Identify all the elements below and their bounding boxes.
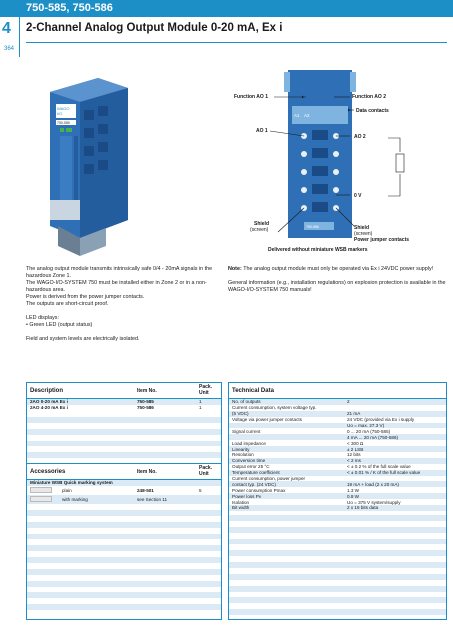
note-bold: Note: [228,266,242,272]
row-item: 750-586 [137,405,154,411]
spec-key: Voltage via power jumper contacts [232,417,302,423]
isolation-text: Field and system levels are electrically isolated. [26,336,140,342]
description-text [26,266,222,343]
accessories-group [27,480,221,486]
spec-key: Conversion time [232,458,266,464]
row-desc: with marking [62,496,88,502]
row-unit: 1 [199,399,202,405]
photo-label-1: WAGO [57,106,70,111]
spec-key: Resolution [232,452,254,458]
ordering-panel [26,382,222,620]
note-body: The analog output module must only be operated via Ex i 24VDC power supply! [243,266,434,272]
spec-key: No. of outputs [232,399,261,405]
label-0v: 0 V [354,193,362,199]
spec-value: 0.9 W [347,493,359,499]
table-row [27,405,221,411]
col-accessories: Accessories [30,468,66,475]
table-row [229,499,446,505]
spec-value: Uo = 375 V system/supply [347,499,401,505]
photo-label-3: 750-585 [57,121,70,125]
table-row [229,440,446,446]
row-unit: 1 [199,405,202,411]
led-item: • Green LED (output status) [26,322,93,328]
spec-value: 21 mA [347,411,361,417]
spec-value: 2 x 16 bits data [347,505,379,511]
row-item: 750-585 [137,399,154,405]
table-row [229,487,446,493]
photo-label-2: I/O [57,111,63,116]
table-row [27,495,221,504]
spec-value: < 300 Ω [347,440,364,446]
table-row [229,428,446,434]
spec-key: Power loss Pv [232,493,262,499]
label-screen-right: (screen) [354,231,373,237]
table-row [229,446,446,452]
spec-key: Signal current [232,428,261,434]
col-item: Item No. [137,387,157,394]
marker-strip-icon [30,487,52,493]
spec-key: Current consumption, system voltage typ. [232,405,317,411]
spec-value: 2 [347,399,350,405]
module-photo [36,70,132,260]
desc-para2: The WAGO-I/O-SYSTEM 750 must be installed either in Zone 2 or in a non-hazardous area. [26,280,207,293]
blank-rows [229,515,446,619]
table-row [229,452,446,458]
diagram-caption: Delivered without miniature WSB markers [268,247,368,253]
spec-value: 12 bits [347,452,361,458]
spec-value: < ± 0.01 % / K of the full scale value [347,470,421,476]
spec-key: Power consumption Pmax [232,487,286,493]
title-divider [26,42,447,43]
label-screen-left: (screen) [250,227,269,233]
table-row [229,411,446,417]
led-title: LED displays: [26,315,59,321]
table-row [229,505,446,511]
spec-value: < 2 ms [347,458,361,464]
technical-data-header [229,383,446,399]
table-row [229,458,446,464]
chip-a1: A1 [294,113,300,118]
label-function-ao2: Function AO 2 [352,94,386,100]
chip-a2: A2 [304,113,310,118]
chip-bottom: 750-586 [306,225,319,229]
technical-data-panel [228,382,447,620]
label-power-jumper: Power jumper contacts [354,237,410,243]
spec-value: 4 mA ... 20 mA (750-586) [347,434,399,440]
row-item: see Section 11 [137,496,168,502]
page-number: 364 [4,46,15,52]
technical-data-rows [229,399,446,511]
spec-key: Load impedance [232,440,266,446]
accessories-table-header [27,464,221,480]
col-item: Item No. [137,468,157,475]
spec-value: ± 2 LSB [347,446,364,452]
blank-rows-bottom [27,510,221,620]
section-number: 4 [2,20,11,37]
technical-data-title: Technical Data [232,387,274,394]
spec-value: 0 ... 20 mA (750-585) [347,428,391,434]
spec-key: Temperature coefficient [232,470,280,476]
table-row [27,486,221,495]
spec-key: Isolation [232,499,250,505]
spec-value: < ± 0.2 % of the full scale value [347,464,411,470]
spec-key: Output error 25 °C [232,464,270,470]
group-label: Miniature WSB Quick marking system [30,480,113,486]
spec-key: Linearity [232,446,250,452]
table-row [229,399,446,405]
spec-key: Current consumption, power jumper [232,476,306,482]
desc-para1: The analog output module transmits intrinsically safe 0/4 - 20mA signals in the hazardous Zone 1. [26,266,213,279]
marker-strip-icon [30,496,52,502]
note-text [228,266,446,294]
note-general: General information (e.g., installation regulations) on explosion protection is available in the WAGO-I/O-SYSTEM 750 manuals! [228,280,446,293]
row-item: 248-501 [137,487,154,493]
spec-value: 19 mA + load (2 x 20 mA) [347,481,399,487]
spec-key: contact typ. (24 VDC) [232,481,276,487]
table-row [229,470,446,476]
table-row [229,493,446,499]
desc-para3: Power is derived from the power jumper contacts. [26,294,145,300]
row-unit: 5 [199,487,202,493]
table-row [27,399,221,405]
label-function-ao1: Function AO 1 [234,94,268,100]
page-title: 2-Channel Analog Output Module 0-20 mA, Ex i [26,22,283,34]
col-unit: Pack. Unit [199,384,213,396]
col-unit: Pack. Unit [199,465,213,477]
label-shield-right: Shield [354,225,370,231]
label-shield-left: Shield [254,221,270,227]
col-description: Description [30,387,64,394]
label-ao2: AO 2 [354,134,366,140]
row-desc: 2AO 4-20 mA Ex i [30,405,68,411]
blank-rows-top [27,417,221,465]
row-desc: 2AO 0-20 mA Ex i [30,399,68,405]
description-table-header [27,383,221,399]
spec-value: 1.3 W [347,487,359,493]
row-desc: plain [62,487,72,493]
label-data-contacts: Data contacts [356,108,389,114]
product-codes: 750-585, 750-586 [26,2,113,14]
table-row [229,417,446,423]
desc-para4: The outputs are short-circuit proof. [26,301,109,307]
table-row [229,481,446,487]
label-ao1: AO 1 [256,128,268,134]
spec-value: Uo = max. 27.3 V) [347,423,385,428]
spec-key: (5 VDC) [232,411,249,417]
spec-value: 24 VDC (provided via Ex i supply [347,417,415,423]
table-row [229,464,446,470]
spec-key: Bit width [232,505,250,511]
